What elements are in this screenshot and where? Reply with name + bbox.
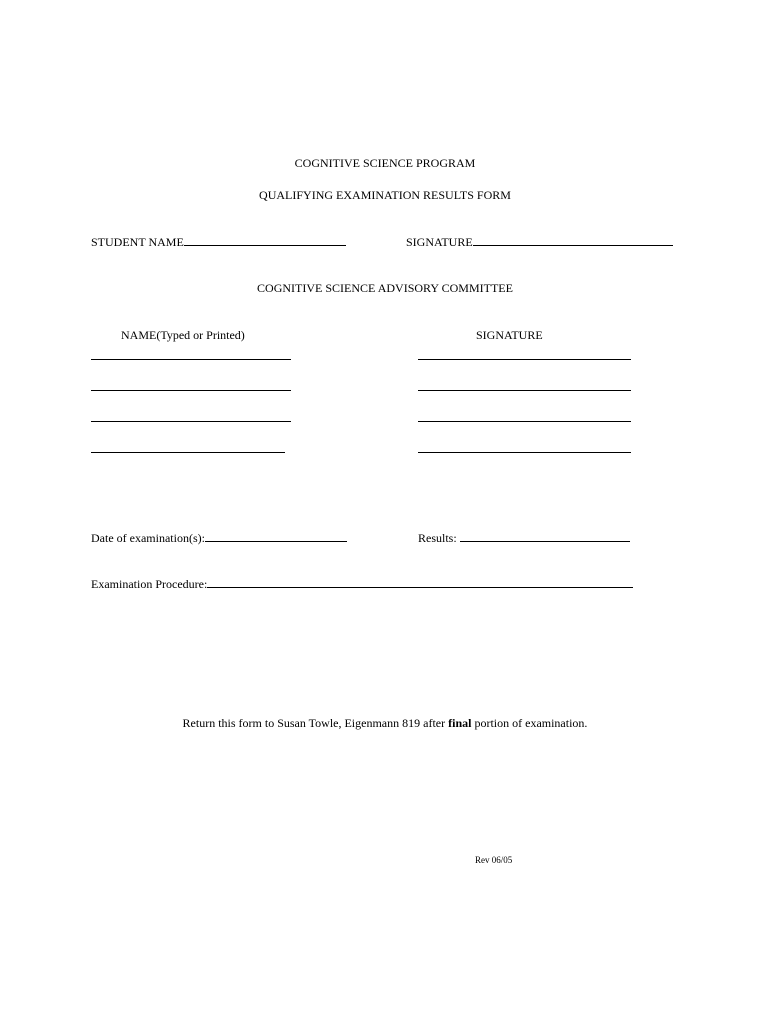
committee-signature-line-1[interactable]	[418, 359, 631, 360]
student-name-field[interactable]	[184, 234, 346, 246]
exam-date-label: Date of examination(s):	[91, 531, 205, 545]
program-title: COGNITIVE SCIENCE PROGRAM	[294, 156, 476, 170]
form-title: QUALIFYING EXAMINATION RESULTS FORM	[259, 188, 511, 202]
return-instruction-start: Return this form to Susan Towle, Eigenmann 819 after	[182, 716, 449, 730]
return-instruction-emphasis: final	[448, 716, 472, 730]
exam-results-field[interactable]	[460, 530, 630, 542]
committee-name-line-2[interactable]	[91, 390, 291, 391]
exam-results-label: Results:	[418, 531, 457, 545]
student-signature-label: SIGNATURE	[406, 235, 473, 249]
student-signature-row	[406, 234, 673, 249]
revision-label: Rev 06/05	[475, 855, 513, 865]
committee-name-line-4[interactable]	[91, 452, 285, 453]
student-name-row	[91, 234, 346, 249]
committee-signature-line-2[interactable]	[418, 390, 631, 391]
return-instruction	[0, 716, 770, 730]
return-instruction-end: portion of examination.	[471, 716, 588, 730]
committee-title: COGNITIVE SCIENCE ADVISORY COMMITTEE	[257, 281, 513, 295]
committee-signature-line-3[interactable]	[418, 421, 631, 422]
student-name-label: STUDENT NAME	[91, 235, 184, 249]
student-signature-field[interactable]	[473, 234, 673, 246]
committee-signature-line-4[interactable]	[418, 452, 631, 453]
exam-date-row	[91, 530, 347, 545]
committee-signature-column-header: SIGNATURE	[476, 328, 543, 342]
exam-results-row	[418, 530, 630, 545]
exam-procedure-field[interactable]	[207, 576, 633, 588]
exam-date-field[interactable]	[205, 530, 347, 542]
exam-procedure-label: Examination Procedure:	[91, 577, 208, 591]
committee-name-line-1[interactable]	[91, 359, 291, 360]
committee-name-column-header: NAME(Typed or Printed)	[121, 328, 245, 342]
committee-name-line-3[interactable]	[91, 421, 291, 422]
exam-procedure-row	[91, 576, 633, 591]
